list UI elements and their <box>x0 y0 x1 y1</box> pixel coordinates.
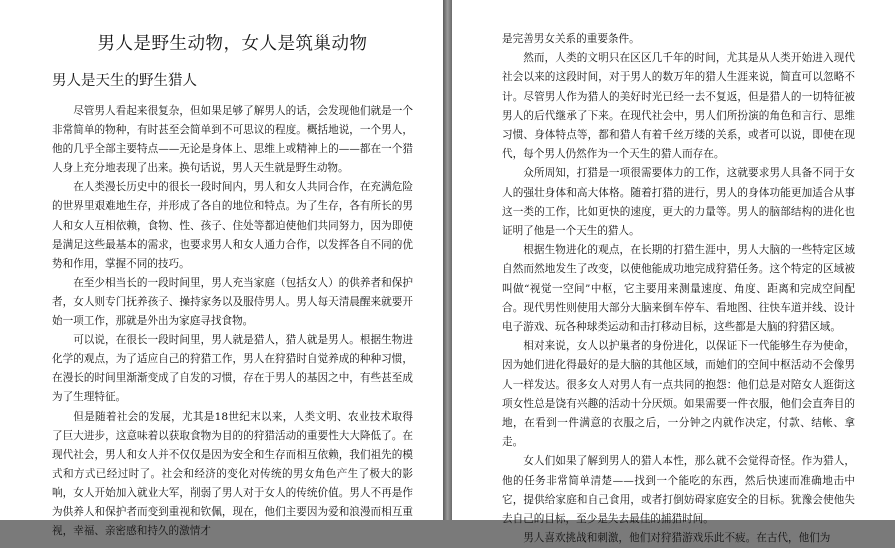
right-page <box>452 0 895 545</box>
paragraph: 但是随着社会的发展，尤其是18世纪末以来，人类文明、农业技术取得了巨大进步，这意味着以获取食物为目的的狩猎活动的重要性大大降低了。在现代社会，男人和女人并不仅仅是因为安全和生存而相互依赖，我们祖先的模式和方式已经过时了。社会和经济的变化对传统的男女角色产生了极大的影响，女人开始加入就业大军，削弱了男人对于女人的传统价值。男人不再是作为供养人和保护者而变到重视和钦佩，现在，他们主要因为爱和浪漫而相互重视，幸福、亲密感和持久的激情才 <box>52 410 413 538</box>
paragraph: 男人喜欢挑战和刺激，他们对狩猎游戏乐此不疲。在古代，他们为 <box>523 532 831 545</box>
paragraph: 众所周知，打猎是一项很需要体力的工作，这就要求男人具备不同于女人的强壮身体和高大体格。随着打猎的进行，男人的身体功能更加适合从事这一类的工作，比如更快的速度，更大的力量等。男人的脑部结构的进化也证明了他是一个天生的猎人。 <box>502 167 855 238</box>
paragraph-continued: 是完善男女关系的重要条件。 <box>502 33 640 45</box>
chapter-title: 男人是野生动物，女人是筑巢动物 <box>97 34 368 54</box>
paragraph: 然而，人类的文明只在区区几千年的时间，尤其是从人类开始进入现代社会以来的这段时间，对于男人的数万年的猎人生涯来说，简直可以忽略不计。尽管男人作为猎人的美好时光已经一去不复返，但是猎人的一切特征被男人的后代继承了下来。在现代社会中，男人们所扮演的角色和言行、思维习惯、身体特点等，都和猎人有着千丝万缕的关系，或者可以说，即使在现代，每个男人仍然作为一个天生的猎人而存在。 <box>502 52 855 161</box>
section-heading: 男人是天生的野生猎人 <box>52 73 197 89</box>
paragraph: 根据生物进化的观点，在长期的打猎生涯中，男人大脑的一些特定区域自然而然地发生了改变，以使他能成功地完成狩猎任务。这个特定的区域被叫做“视觉一空间”中枢，它主要用来测量速度、角度、距离和完成空间配合。现代男性则使用大部分大脑来倒车停车、看地图、往快车道并线、设计电子游戏、玩各种球类运动和击打移动目标，这些都是大脑的狩猎区域。 <box>502 244 855 334</box>
paragraph: 可以说，在很长一段时间里，男人就是猎人，猎人就是男人。根据生物进化学的观点，为了适应自己的狩猎工作，男人在狩猎时自觉养成的种种习惯，在漫长的时间里渐渐变成了自发的习惯，存在于男人的基因之中，有些甚至成为了生理特征。 <box>52 334 413 404</box>
paragraph: 尽管男人看起来很复杂，但如果足够了解男人的话，会发现他们就是一个非常简单的物种，有时甚至会简单到不可思议的程度。概括地说，一个男人，他的几乎全部主要特点——无论是身体上、思维上或精神上的——都在一个猎人身上充分地表现了出来。换句话说，男人天生就是野生动物。 <box>52 105 413 175</box>
paragraph: 在至少相当长的一段时间里，男人充当家庭（包括女人）的供养者和保护者，女人则专门抚养孩子、操持家务以及服侍男人。男人每天清晨醒来就要开始一项工作，那就是外出为家庭寻找食物。 <box>52 276 413 328</box>
page-gutter <box>443 0 452 520</box>
left-page <box>0 0 443 538</box>
paragraph: 女人们如果了解到男人的猎人本性，那么就不会觉得奇怪。作为猎人，他的任务非常简单清楚——找到一个能吃的东西，然后快速而准确地击中它，提供给家庭和自己食用，或者打倒妨碍家庭安全的目标。犹豫会使他失去自己的目标，至少是失去最佳的捕猎时间。 <box>502 455 855 526</box>
paragraph: 在人类漫长历史中的很长一段时间内，男人和女人共同合作，在充满危险的世界里艰难地生存，并形成了各自的地位和特点。为了生存，各有所长的男人和女人互相依赖，食物、性、孩子、住处等都迫使他们共同努力，因为即使是满足这些最基本的需求，也要求男人和女人通力合作，以发挥各自不同的优势和作用，掌握不同的技巧。 <box>52 181 413 270</box>
paragraph: 相对来说，女人以护巢者的身份进化，以保证下一代能够生存为使命，因为她们进化得最好的是大脑的其他区域，而她们的空间中枢活动不会像男人一样发达。很多女人对男人有一点共同的抱怨：他们总是对陪女人逛街这项女性总是饶有兴趣的活动十分厌烦。如果需要一件衣服，他们会直奔目的地，在看到一件满意的衣服之后，一分钟之内就作决定，付款、结帐、拿走。 <box>502 340 855 449</box>
